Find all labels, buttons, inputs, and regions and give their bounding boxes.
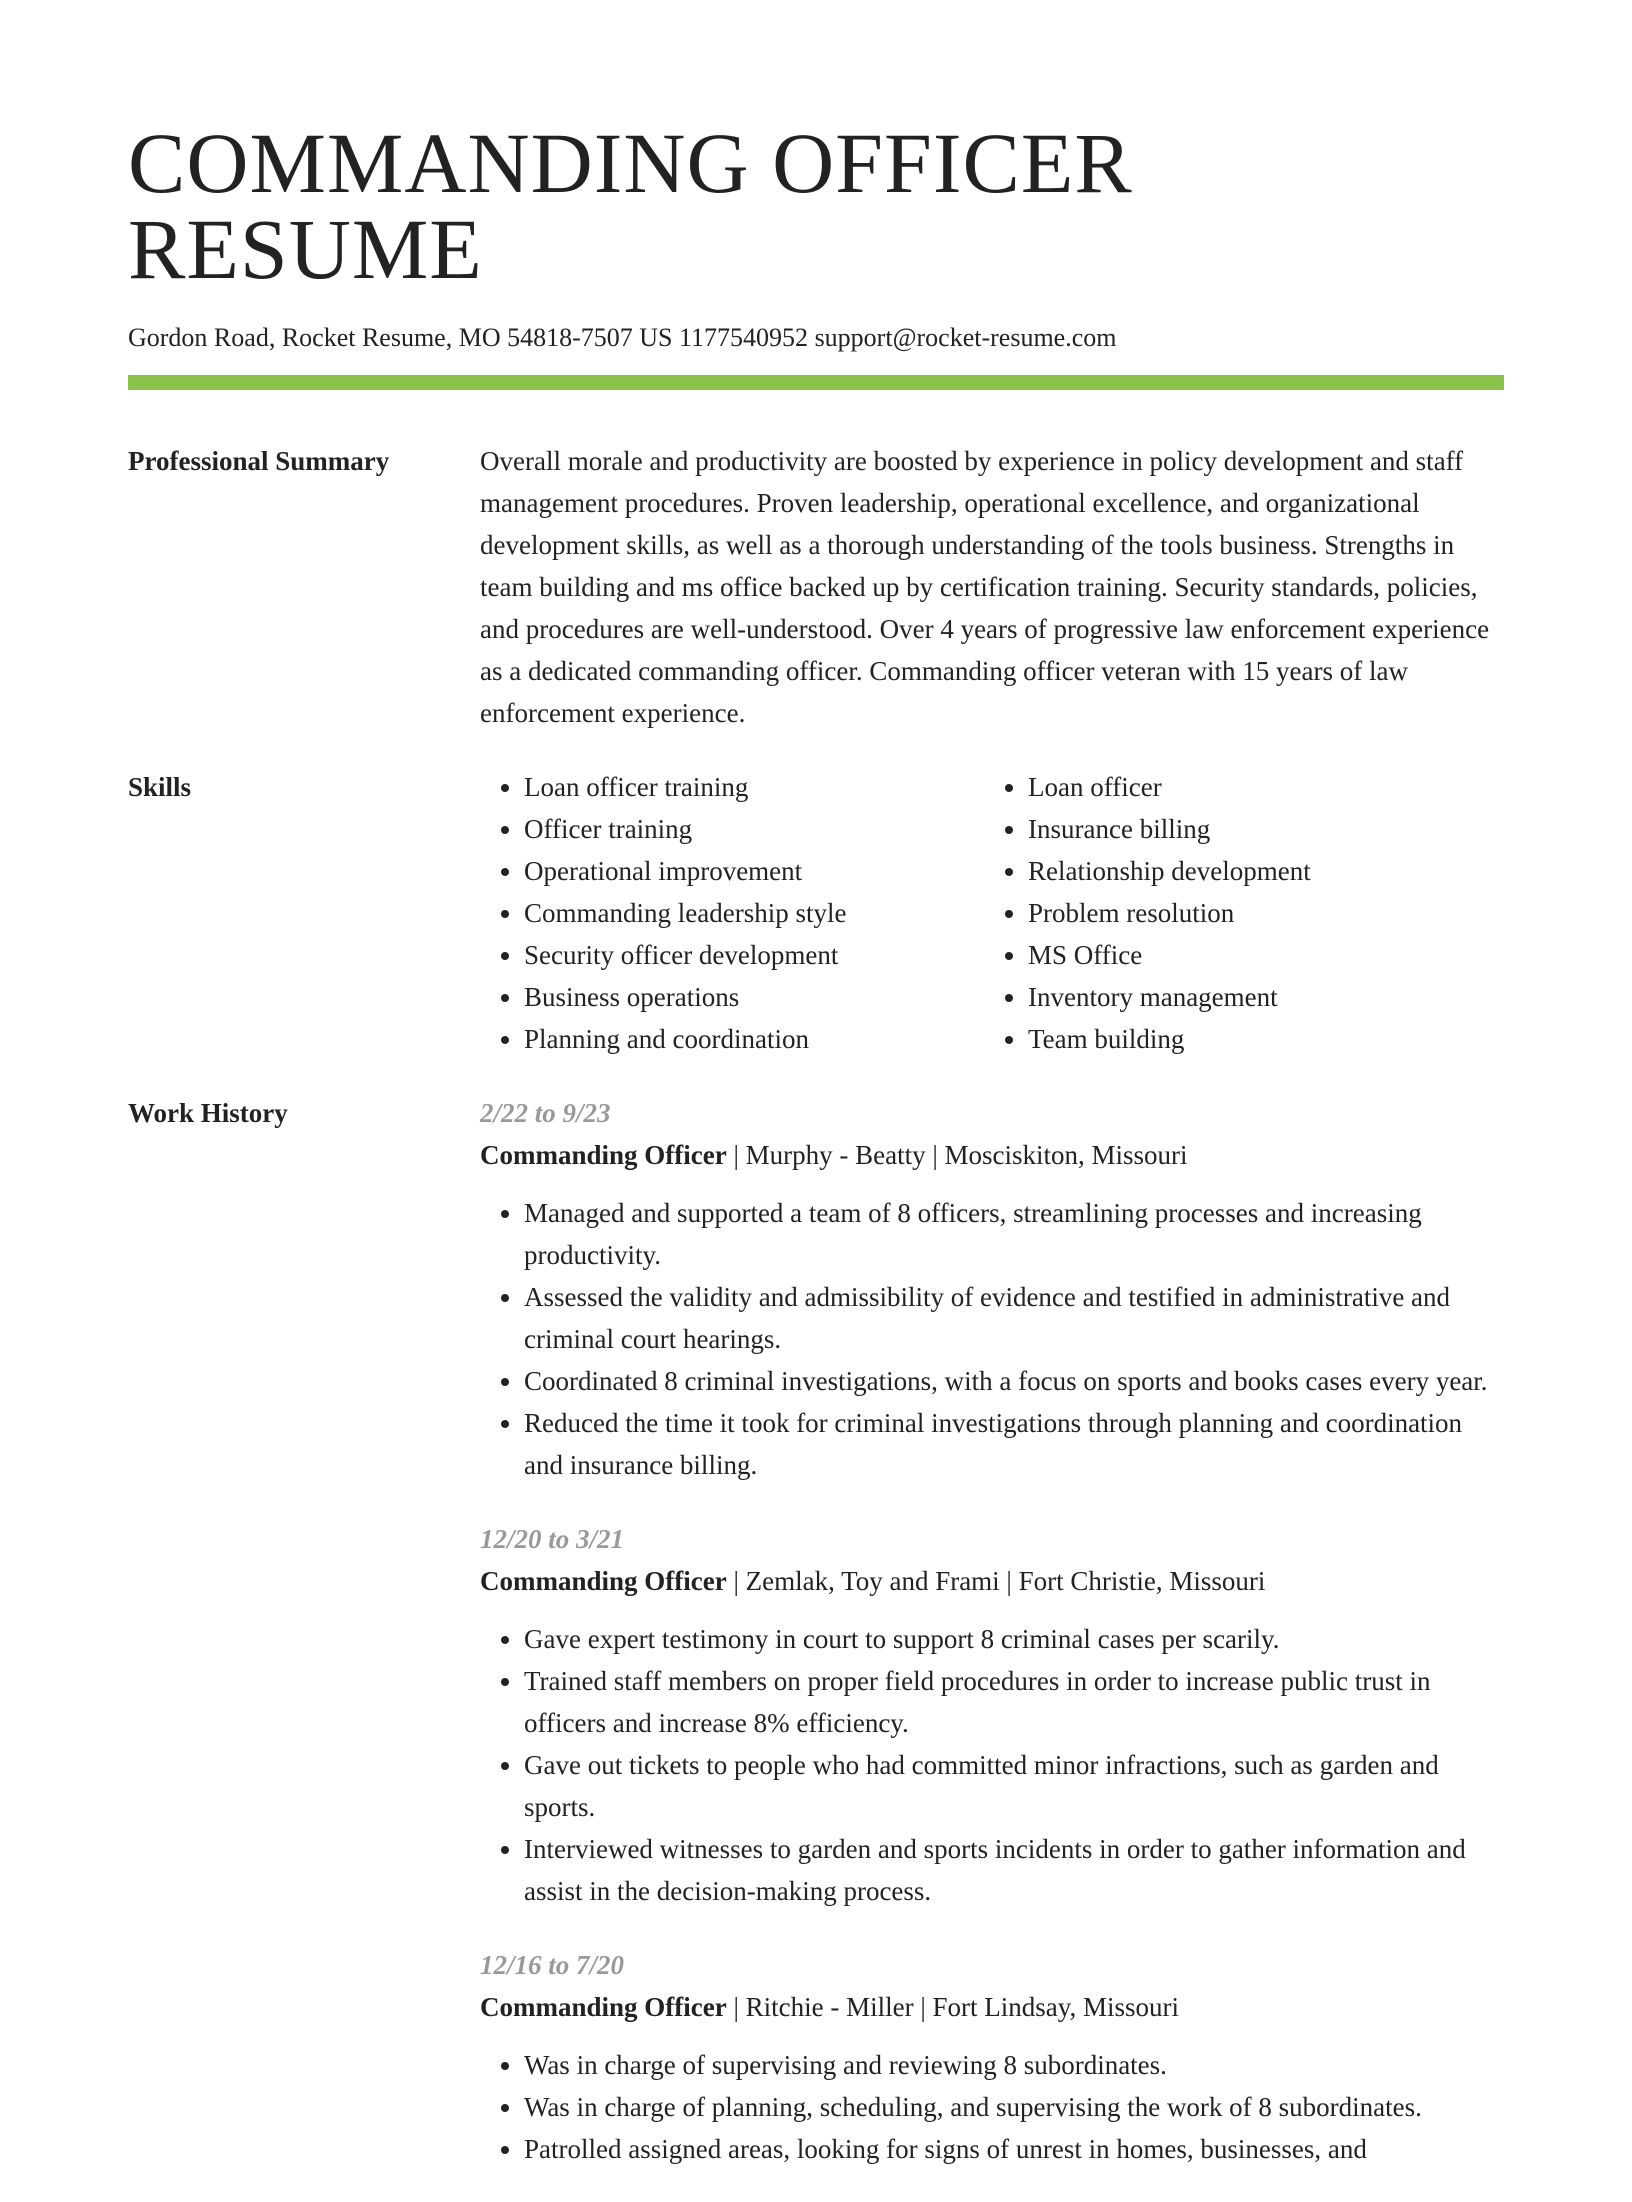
contact-line	[128, 322, 1504, 353]
skill-item: • Security officer development	[524, 934, 984, 976]
job-entry	[480, 1518, 1504, 1912]
skill-item: • Loan officer	[1028, 766, 1488, 808]
section-label-work: Work History	[128, 1098, 288, 1129]
skill-item: • Inventory management	[1028, 976, 1488, 1018]
job-bullet: • Interviewed witnesses to garden and sports incidents in order to gather information and assist in the decision-making process.	[524, 1828, 1504, 1912]
skills-list-right	[984, 766, 1488, 1060]
job-heading	[480, 1134, 1504, 1176]
skills-column-right	[984, 766, 1488, 1060]
skills-columns	[480, 766, 1504, 1060]
job-dates: 2/22 to 9/23	[480, 1098, 611, 1129]
section-label-summary: Professional Summary	[128, 446, 390, 477]
skill-item: • Loan officer training	[524, 766, 984, 808]
job-details: | Murphy - Beatty | Mosciskiton, Missouri	[726, 1140, 1188, 1171]
professional-summary-section	[128, 440, 1504, 734]
skill-item: • Commanding leadership style	[524, 892, 984, 934]
accent-divider	[128, 375, 1504, 390]
skill-item: • Team building	[1028, 1018, 1488, 1060]
section-label-skills: Skills	[128, 772, 192, 803]
skills-section	[128, 766, 1504, 1060]
job-bullet: • Was in charge of supervising and reviewing 8 subordinates.	[524, 2044, 1504, 2086]
skill-item: • Relationship development	[1028, 850, 1488, 892]
job-bullet: • Assessed the validity and admissibility of evidence and testified in administrative and criminal court hearings.	[524, 1276, 1504, 1360]
job-dates: 12/16 to 7/20	[480, 1950, 625, 1981]
skills-column-left	[480, 766, 984, 1060]
job-bullet: • Managed and supported a team of 8 officers, streamlining processes and increasing productivity.	[524, 1192, 1504, 1276]
contact-address: Gordon Road, Rocket Resume, MO 54818-7507 US	[128, 323, 673, 352]
job-heading	[480, 1986, 1504, 2028]
contact-phone: 1177540952	[679, 323, 809, 352]
job-bullet: • Reduced the time it took for criminal investigations through planning and coordination and insurance billing.	[524, 1402, 1504, 1486]
job-details: | Ritchie - Miller | Fort Lindsay, Missouri	[726, 1992, 1179, 2023]
job-bullets	[480, 1192, 1504, 1486]
job-role: Commanding Officer	[480, 1566, 727, 1597]
job-bullet: • Coordinated 8 criminal investigations, with a focus on sports and books cases every year.	[524, 1360, 1504, 1402]
job-role: Commanding Officer	[480, 1140, 727, 1171]
skill-item: • Business operations	[524, 976, 984, 1018]
job-bullet: • Gave expert testimony in court to support 8 criminal cases per scarily.	[524, 1618, 1504, 1660]
resume-title: COMMANDING OFFICER RESUME	[128, 115, 1133, 297]
skill-item: • MS Office	[1028, 934, 1488, 976]
job-bullets	[480, 1618, 1504, 1912]
job-bullet: • Was in charge of planning, scheduling, and supervising the work of 8 subordinates.	[524, 2086, 1504, 2128]
job-entry	[480, 1944, 1504, 2170]
job-bullet: • Trained staff members on proper field procedures in order to increase public trust in officers and increase 8% efficiency.	[524, 1660, 1504, 1744]
job-role: Commanding Officer	[480, 1992, 727, 2023]
summary-text: Overall morale and productivity are boosted by experience in policy development and staff management procedures. Proven leadership, operational excellence, and organizational development skills, as well as a thorough understanding of the tools business. Strengths in team building and ms office backed up by certification training. Security standards, policies, and procedures are well-understood. Over 4 years of progressive law enforcement experience as a dedicated commanding officer. Commanding officer veteran with 15 years of law enforcement experience.	[480, 446, 1490, 729]
skill-item: • Operational improvement	[524, 850, 984, 892]
work-history-section	[128, 1092, 1504, 2202]
job-entry	[480, 1092, 1504, 1486]
contact-email: support@rocket-resume.com	[814, 323, 1117, 352]
job-bullet: • Patrolled assigned areas, looking for signs of unrest in homes, businesses, and	[524, 2128, 1504, 2170]
job-bullets	[480, 2044, 1504, 2170]
skill-item: • Problem resolution	[1028, 892, 1488, 934]
job-dates: 12/20 to 3/21	[480, 1524, 625, 1555]
skill-item: • Insurance billing	[1028, 808, 1488, 850]
job-bullet: • Gave out tickets to people who had committed minor infractions, such as garden and sports.	[524, 1744, 1504, 1828]
job-heading	[480, 1560, 1504, 1602]
work-history-entries	[480, 1092, 1504, 2202]
skills-list-left	[480, 766, 984, 1060]
job-details: | Zemlak, Toy and Frami | Fort Christie, Missouri	[726, 1566, 1266, 1597]
skill-item: • Officer training	[524, 808, 984, 850]
skill-item: • Planning and coordination	[524, 1018, 984, 1060]
